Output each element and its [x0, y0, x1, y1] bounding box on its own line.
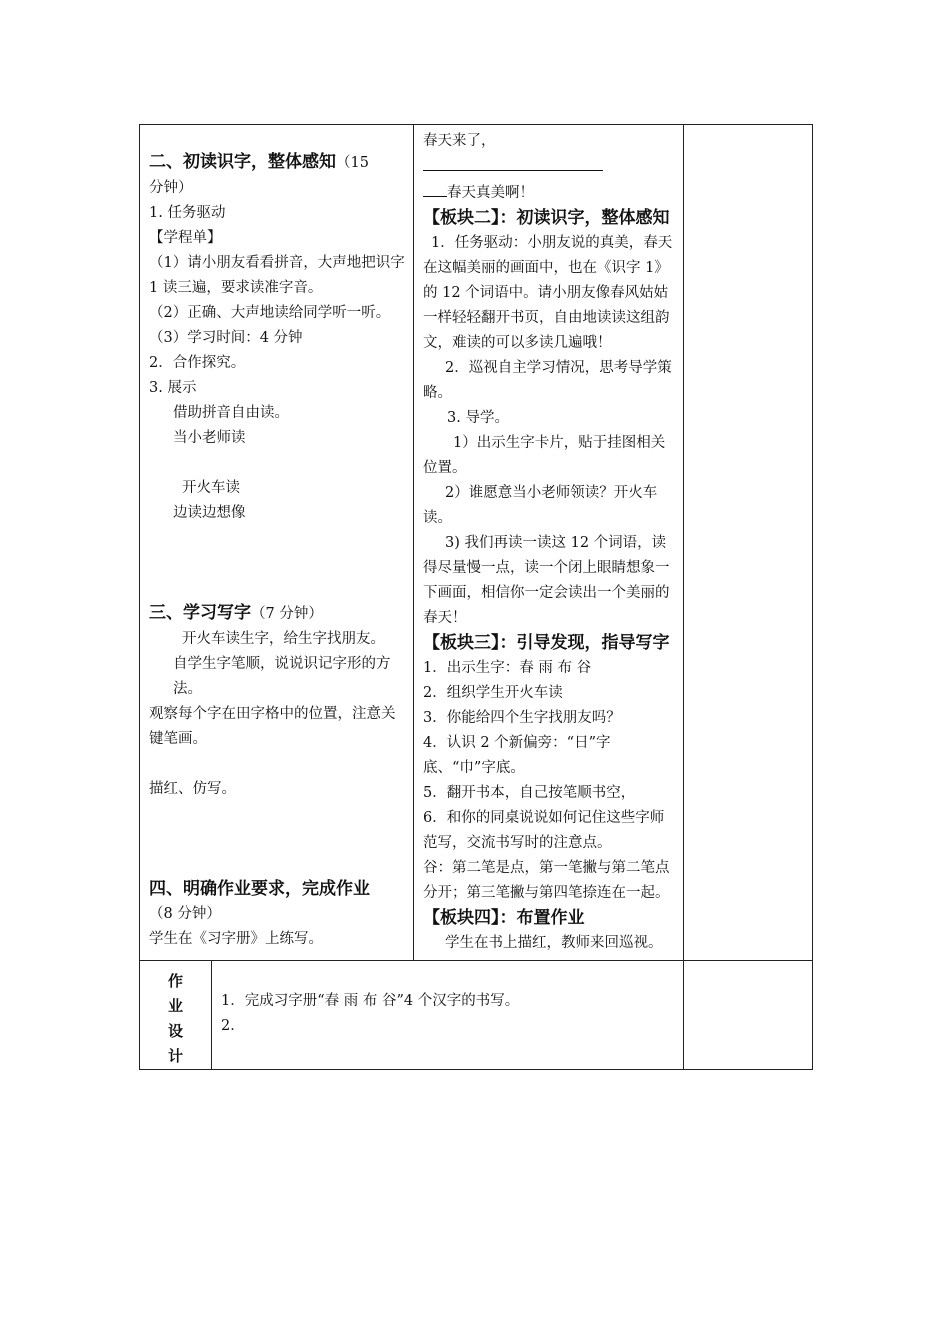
- homework-item: 1．完成习字册“春 雨 布 谷”4 个汉字的书写。: [221, 993, 520, 1009]
- text-line: 借助拼音自由读。: [173, 405, 289, 421]
- notes-cell: [684, 125, 813, 961]
- teacher-activity-cell: [414, 125, 684, 961]
- text-line: 开火车读: [182, 480, 240, 496]
- homework-label-char: 设: [167, 1022, 183, 1040]
- fill-blank: [423, 154, 603, 171]
- text-line: 开火车读生字，给生字找朋友。: [182, 631, 385, 647]
- homework-notes-cell: [684, 961, 813, 1070]
- text-paragraph: 2．巡视自主学习情况，思考导学策略。: [423, 360, 672, 401]
- text-paragraph: 学生在书上描红，教师来回巡视。: [445, 935, 663, 951]
- text-line: 3. 导学。: [447, 410, 509, 426]
- text-line: 当小老师读: [173, 430, 246, 446]
- lesson-plan-table: [139, 124, 813, 1070]
- homework-label-char: 作: [167, 972, 183, 990]
- text-line: 2．组织学生开火车读: [423, 685, 563, 701]
- text-line: 1．出示生字：春 雨 布 谷: [423, 660, 592, 676]
- fill-blank: [423, 180, 447, 197]
- block-4-heading: 【板块四】：布置作业: [423, 908, 585, 928]
- text-paragraph: 1）出示生字卡片，贴于挂图相关位置。: [423, 435, 666, 476]
- text-line: （1）请小朋友看看拼音，大声地把识字 1 读三遍，要求读准字音。: [149, 255, 405, 296]
- text-paragraph: 3) 我们再读一读这 12 个词语，读得尽量慢一点，读一个闭上眼睛想象一下画面，相信你一定会读出一个美丽的春天！: [423, 535, 670, 626]
- text-line: （3）学习时间：4 分钟: [149, 330, 303, 346]
- homework-label-char: 计: [167, 1047, 183, 1065]
- section-3-heading: 三、学习写字（7 分钟）: [149, 603, 323, 623]
- text-line: 2．合作探究。: [149, 355, 246, 371]
- homework-content-cell: [212, 961, 684, 1070]
- text-line: 春天真美啊！: [423, 180, 675, 206]
- text-line: 3. 展示: [149, 380, 197, 396]
- text-line: 春天来了，: [423, 129, 675, 180]
- text-line: （2）正确、大声地读给同学听一听。: [149, 305, 391, 321]
- text-line: 学生在《习字册》上练写。: [149, 931, 323, 947]
- homework-label-cell: [140, 961, 212, 1070]
- homework-row: [140, 961, 813, 1070]
- lesson-steps-row: [140, 125, 813, 961]
- homework-item: 2．: [221, 1018, 245, 1034]
- homework-label-char: 业: [167, 997, 183, 1015]
- section-2-time: 分钟）: [149, 180, 193, 196]
- section-4-heading: 四、明确作业要求，完成作业: [149, 879, 370, 899]
- section-4-time: （8 分钟）: [149, 906, 221, 922]
- block-2-heading: 【板块二】：初读识字，整体感知: [423, 208, 670, 228]
- text-line: 观察每个字在田字格中的位置，注意关键笔画。: [149, 706, 396, 747]
- text-line: 边读边想像: [173, 505, 246, 521]
- text-line: 3．你能给四个生字找朋友吗？: [423, 710, 621, 726]
- text-paragraph: 6．和你的同桌说说如何记住这些字师范写，交流书写时的注意点。: [423, 810, 665, 851]
- text-paragraph: 谷：第二笔是点，第一笔撇与第二笔点分开；第三笔撇与第四笔捺连在一起。: [423, 860, 670, 901]
- text-line: 描红、仿写。: [149, 781, 236, 797]
- text-line: 自学生字笔顺，说说识记字形的方法。: [173, 656, 391, 697]
- text-line: 5．翻开书本，自己按笔顺书空，: [423, 785, 636, 801]
- text-paragraph: 4．认识 2 个新偏旁：“日”字底、“巾”字底。: [423, 735, 611, 776]
- section-2-heading: 二、初读识字，整体感知（15: [149, 152, 369, 172]
- text-paragraph: 1．任务驱动：小朋友说的真美，春天在这幅美丽的画面中，也在《识字 1》的 12 个词语中。请小朋友像春风姑姑一样轻轻翻开书页，自由地读读这组韵文，难读的可以多读几遍哦！: [423, 235, 673, 351]
- text-paragraph: 2）谁愿意当小老师领读？开火车读。: [423, 485, 658, 526]
- block-3-heading: 【板块三】：引导发现，指导写字: [423, 633, 670, 653]
- text-line: 1. 任务驱动: [149, 205, 226, 221]
- text-line: 【学程单】: [149, 230, 222, 246]
- student-activity-cell: [140, 125, 414, 961]
